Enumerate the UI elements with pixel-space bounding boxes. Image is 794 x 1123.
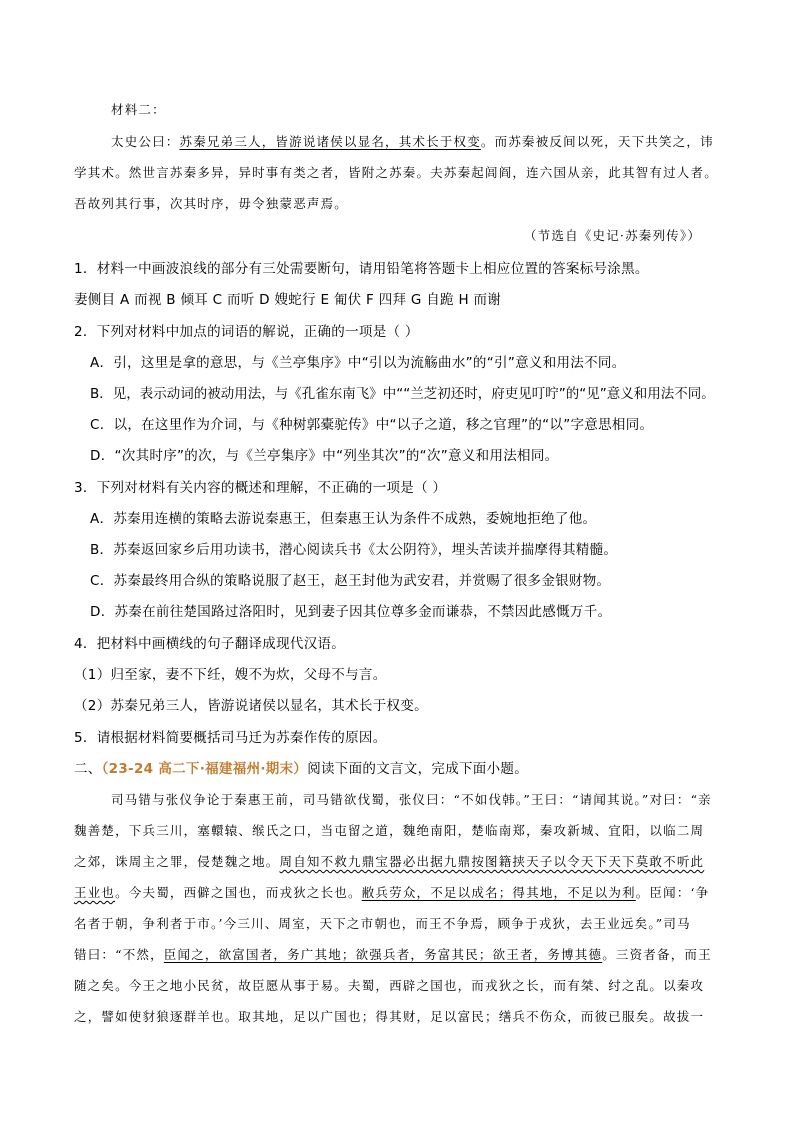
question-1: 1．材料一中画波浪线的部分有三处需要断句，请用铅笔将答题卡上相应位置的答案标号涂黑。	[74, 261, 649, 277]
passage-line-5: 名者于朝，争利者于市。’今三川、周室，天下之市朝也，而王不争焉，顾争于戎狄，去王业远矣。”司马	[74, 916, 691, 931]
wavy-underlined-sentence-end: 王业也	[74, 885, 116, 900]
section-2-header: 二、（23-24 高二下·福建福州·期末）阅读下面的文言文，完成下面小题。	[74, 761, 529, 777]
passage-line-6: 错曰：“不然，臣闻之，欲富国者，务广其地；欲强兵者，务富其民；欲王者，务博其德。三资者备，而王	[74, 947, 712, 962]
question-1-options: 妻侧目 A 而视 B 倾耳 C 而听 D 嫂蛇行 E 匍伏 F 四拜 G 自跪 H 而谢	[74, 292, 502, 308]
question-2-option-c: C．以，在这里作为介词，与《种树郭橐驼传》中“以子之道，移之官理”的“以”字意思相同。	[90, 417, 654, 433]
question-2-option-a: A．引，这里是拿的意思，与《兰亭集序》中“引以为流觞曲水”的“引”意义和用法不同。	[90, 355, 626, 371]
question-4-item-2: （2）苏秦兄弟三人，皆游说诸侯以显名，其术长于权变。	[74, 698, 428, 714]
question-3: 3．下列对材料有关内容的概述和理解，不正确的一项是（ ）	[74, 480, 447, 496]
question-2-option-d: D．“次其时序”的次，与《兰亭集序》中“列坐其次”的“次”意义和用法相同。	[90, 448, 559, 464]
passage-line-4: 王业也。今夫蜀，西僻之国也，而戎狄之长也。敝兵劳众，不足以成名；得其地，不足以为利。臣闻：‘争	[74, 885, 710, 900]
underlined-sentence: 苏秦兄弟三人，皆游说诸侯以显名，其术长于权变	[179, 134, 481, 149]
question-2: 2．下列对材料中加点的词语的解说，正确的一项是（ ）	[74, 324, 419, 340]
underlined-sentence: 臣闻之，欲富国者，务广其地；欲强兵者，务富其民；欲王者，务博其德	[163, 947, 603, 962]
question-4-item-1: （1）归至家，妻不下纴，嫂不为炊，父母不与言。	[74, 667, 387, 683]
underlined-sentence: 敝兵劳众，不足以成名；得其地，不足以为利	[361, 885, 636, 900]
passage-line-1: 司马错与张仪争论于秦惠王前，司马错欲伐蜀，张仪曰：“不如伐韩。”王曰：“请闻其说。”对曰：“亲	[111, 792, 712, 807]
material2-line-2: 学其术。然世言苏秦多异，异时事有类之者，皆附之苏秦。夫苏秦起闾阎，连六国从亲，此其智有过人者。	[74, 165, 718, 180]
question-5: 5．请根据材料简要概括司马迁为苏秦作传的原因。	[74, 730, 387, 746]
material2-source: （节选自《史记·苏秦列传》）	[524, 228, 702, 243]
material2-line-1: 太史公曰：苏秦兄弟三人，皆游说诸侯以显名，其术长于权变。而苏秦被反间以死，天下共笑之，讳	[111, 134, 714, 149]
passage-line-3: 之郊，诛周主之罪，侵楚魏之地。周自知不救九鼎宝器必出据九鼎按图籍挟天子以令天下天下莫敢不听此	[74, 854, 705, 869]
passage-line-7: 随之矣。今王之地小民贫，故臣愿从事于易。夫蜀，西辟之国也，而戎狄之长，而有桀、纣之乱。以秦攻	[74, 978, 705, 993]
source-tag: （23-24 高二下·福建福州·期末）	[101, 761, 308, 777]
passage-line-8: 之，譬如使豺狼逐群羊也。取其地，足以广国也；得其财，足以富民；缮兵不伤众，而彼已服矣。故拔一	[74, 1009, 705, 1024]
question-2-option-b: B．见，表示动词的被动用法，与《孔雀东南飞》中““兰芝初还时，府吏见叮咛”的“见”意义和用法不同。	[90, 386, 715, 402]
question-3-option-c: C．苏秦最终用合纵的策略说服了赵王，赵王封他为武安君，并赏赐了很多金银财物。	[90, 573, 611, 589]
question-3-option-a: A．苏秦用连横的策略去游说秦惠王，但秦惠王认为条件不成熟，委婉地拒绝了他。	[90, 511, 597, 527]
wavy-underlined-sentence: 周自知不救九鼎宝器必出据九鼎按图籍挟天子以令天下天下莫敢不听此	[279, 854, 705, 869]
passage-line-2: 魏善楚，下兵三川，塞轘辕、缑氏之口，当屯留之道，魏绝南阳，楚临南郑，秦攻新城、宜阳，以临二周	[74, 823, 705, 838]
material2-line-3: 吾故列其行事，次其时序，毋令独蒙恶声焉。	[74, 196, 349, 211]
question-3-option-b: B．苏秦返回家乡后用功读书，潜心阅读兵书《太公阴符》，埋头苦读并揣摩得其精髓。	[90, 542, 618, 558]
question-4: 4．把材料中画横线的句子翻译成现代汉语。	[74, 636, 346, 652]
material2-heading: 材料二：	[111, 102, 166, 117]
question-3-option-d: D．苏秦在前往楚国路过洛阳时，见到妻子因其位尊多金而谦恭，不禁因此感慨万千。	[90, 604, 612, 620]
